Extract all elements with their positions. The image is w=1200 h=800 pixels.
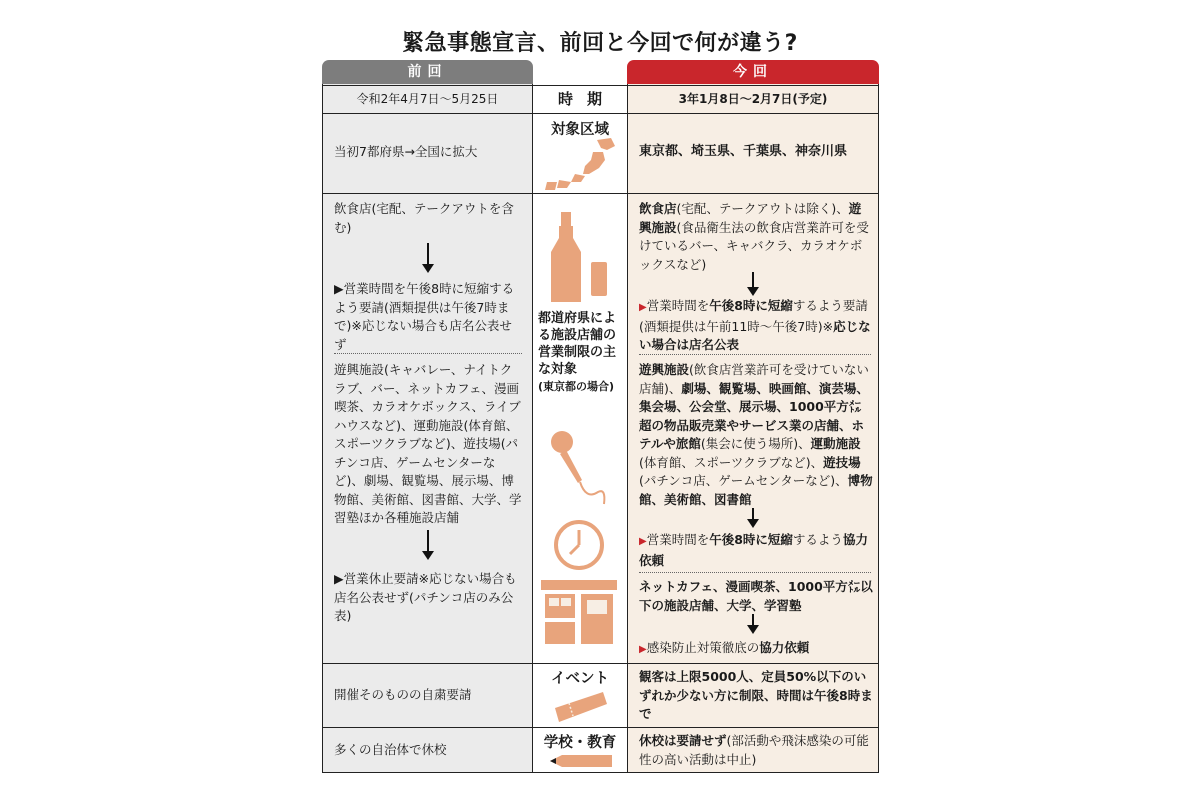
curr-action3-a: 感染防止対策徹底の <box>646 640 760 655</box>
red-triangle-icon: ▶ <box>639 536 647 547</box>
curr-amusement-c: 劇場、観覧場、映画館、演芸場、集会場、公会堂、展示場、1000平方㍍超の物品販売業やサービス業の店舗、ホテルや旅館 <box>639 380 869 451</box>
row-divider <box>322 772 879 773</box>
curr-restaurant <box>639 200 873 274</box>
page-title: 緊急事態宣言、前回と今回で何が違う? <box>402 31 798 56</box>
school-current-bold: 休校は要請せず <box>639 733 727 748</box>
period-label: 時期 <box>557 90 616 108</box>
curr-action2-d: 協力依頼 <box>639 532 868 568</box>
curr-amusement-b: (飲食店営業許可を受けていない店舗)、 <box>639 362 869 396</box>
red-triangle-icon: ▶ <box>639 302 647 313</box>
curr-action1-d: 応じない場合は店名公表 <box>639 318 871 352</box>
area-current: 東京都、埼玉県、千葉県、神奈川県 <box>639 144 848 159</box>
row-divider <box>322 727 879 728</box>
curr-amusement-f: (体育館、スポーツクラブなど)、 <box>639 454 824 470</box>
previous-header: 前回 <box>322 60 533 84</box>
curr-restaurant-bold2: 遊興施設 <box>639 201 862 235</box>
prev-amusement: 遊興施設(キャバレー、ナイトクラブ、バー、ネットカフェ、漫画喫茶、カラオケボックス、ライブハウスなど)、運動施設(体育館、スポーツクラブなど)、遊技場(パチンコ店、ゲームセンターなど)、劇場、観覧場、展示場、博物館、美術館、図書館、大学、学習塾ほか各種施設店舗 <box>334 362 522 525</box>
ticket-icon <box>553 690 609 724</box>
microphone-icon <box>548 430 608 510</box>
curr-restaurant-bold: 飲食店 <box>639 201 677 216</box>
curr-action1-c: するよう要請(酒類提供は午前11時〜午後7時)※ <box>639 298 868 334</box>
japan-map-icon <box>545 138 617 190</box>
curr-action2-c: するよう <box>792 532 843 547</box>
row-divider <box>322 193 879 194</box>
period-current: 3年1月8日〜2月7日(予定) <box>678 92 828 106</box>
curr-small-facilities: ネットカフェ、漫画喫茶、1000平方㍍以下の施設店舗、大学、学習塾 <box>639 579 873 613</box>
curr-small-action <box>639 639 873 660</box>
down-arrow-icon <box>427 530 429 552</box>
school-current <box>639 732 873 769</box>
red-triangle-icon: ▶ <box>639 644 647 655</box>
area-previous: 当初7都府県→全国に拡大 <box>334 144 478 159</box>
prev-restaurant-action: ▶営業時間を午後8時に短縮するよう要請(酒類提供は午後7時まで)※応じない場合も店名公表せず <box>334 281 515 352</box>
curr-action2-b: 午後8時に短縮 <box>709 532 793 547</box>
down-arrow-icon <box>752 272 754 288</box>
curr-amusement-i: 博物館、美術館、図書館 <box>639 473 873 507</box>
school-label: 学校・教育 <box>543 735 617 751</box>
event-current: 観客は上限5000人、定員50%以下のいずれか少ない方に制限、時間は午後8時まで <box>639 669 873 721</box>
prev-amusement-action: ▶営業休止要請※応じない場合も店名公表せず(パチンコ店のみ公表) <box>334 571 517 623</box>
dotted-divider <box>334 353 522 354</box>
down-arrow-icon <box>752 508 754 520</box>
curr-action2-a: 営業時間を <box>646 532 710 547</box>
event-previous: 開催そのものの自粛要請 <box>334 687 472 702</box>
curr-amusement-g: 遊技場 <box>823 454 861 470</box>
curr-amusement-d: (集会に使う場所)、 <box>700 436 811 451</box>
period-previous: 令和2年4月7日〜5月25日 <box>356 92 499 106</box>
curr-action3-b: 協力依頼 <box>759 640 810 655</box>
down-arrow-icon <box>427 243 429 265</box>
sake-bottle-icon <box>545 212 615 302</box>
dotted-divider <box>639 572 871 573</box>
dotted-divider <box>639 354 871 355</box>
curr-amusement-a: 遊興施設 <box>639 362 690 377</box>
event-label: イベント <box>551 671 609 687</box>
row-divider <box>322 113 879 114</box>
curr-restaurant-action <box>639 297 873 355</box>
facilities-label <box>538 310 626 395</box>
area-label: 対象区域 <box>551 122 609 138</box>
curr-restaurant-rest1: (宅配、テークアウトは除く)、 <box>676 201 849 216</box>
curr-amusement-action <box>639 531 873 570</box>
curr-action1-b: 午後8時に短縮 <box>709 298 793 313</box>
school-previous: 多くの自治体で休校 <box>334 742 447 757</box>
curr-amusement <box>639 361 873 509</box>
row-divider <box>322 663 879 664</box>
school-current-rest: (部活動や飛沫感染の可能性の高い活動は中止) <box>639 733 869 767</box>
storefront-icon <box>541 580 617 646</box>
curr-amusement-h: (パチンコ店、ゲームセンターなど)、 <box>639 473 848 488</box>
prev-restaurant: 飲食店(宅配、テークアウトを含む) <box>334 201 514 235</box>
curr-amusement-e: 運動施設 <box>810 436 861 451</box>
curr-action1-a: 営業時間を <box>646 298 710 313</box>
pencil-icon <box>548 752 614 770</box>
down-arrow-icon <box>752 614 754 626</box>
current-header: 今回 <box>627 60 879 84</box>
facilities-label-text: 都道府県による施設店舗の営業制限の主な対象 <box>538 311 617 377</box>
facilities-label-sub: (東京都の場合) <box>538 380 615 393</box>
clock-icon <box>552 518 606 572</box>
curr-restaurant-rest2: (食品衛生法の飲食店営業許可を受けているバー、キャバクラ、カラオケボックスなど) <box>639 219 869 272</box>
